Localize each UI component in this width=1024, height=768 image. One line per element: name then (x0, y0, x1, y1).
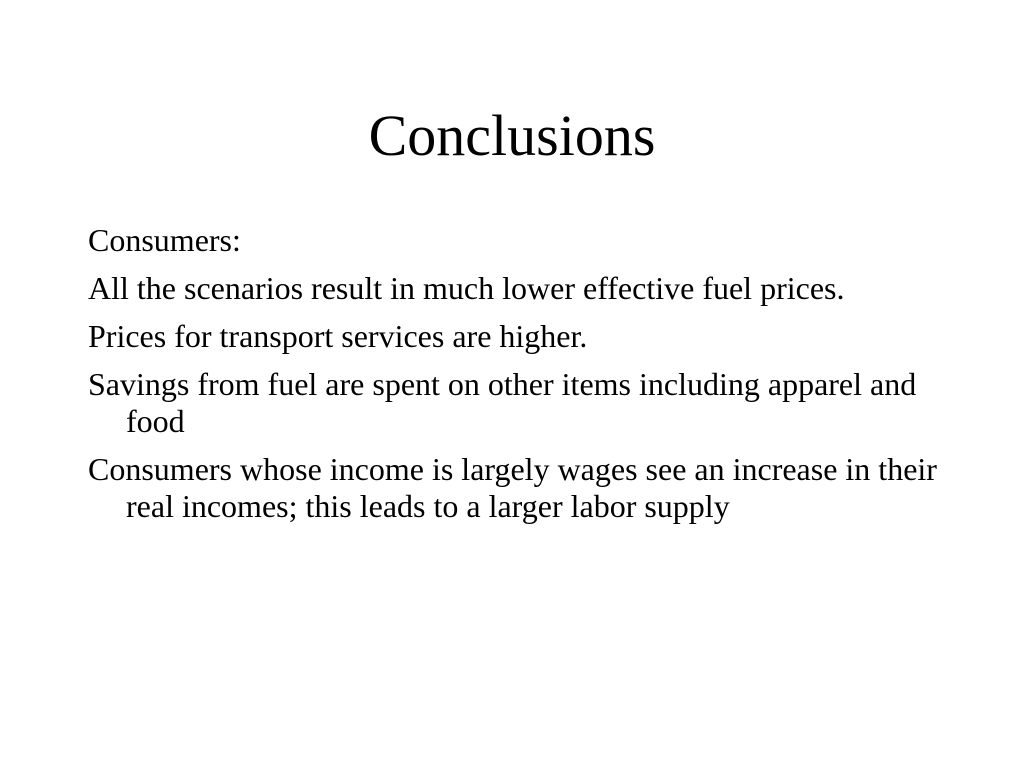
slide-body (88, 222, 948, 536)
body-item-savings: Savings from fuel are spent on other items including apparel and food (88, 366, 917, 439)
body-item-fuel-prices: All the scenarios result in much lower effective fuel prices. (88, 270, 845, 306)
slide-title: Conclusions (368, 103, 656, 168)
body-item-consumers-heading: Consumers: (88, 222, 241, 258)
body-item-transport-prices: Prices for transport services are higher. (88, 318, 588, 354)
body-item-real-incomes: Consumers whose income is largely wages see an increase in their real incomes; this leads to a larger labor supply (88, 451, 937, 524)
